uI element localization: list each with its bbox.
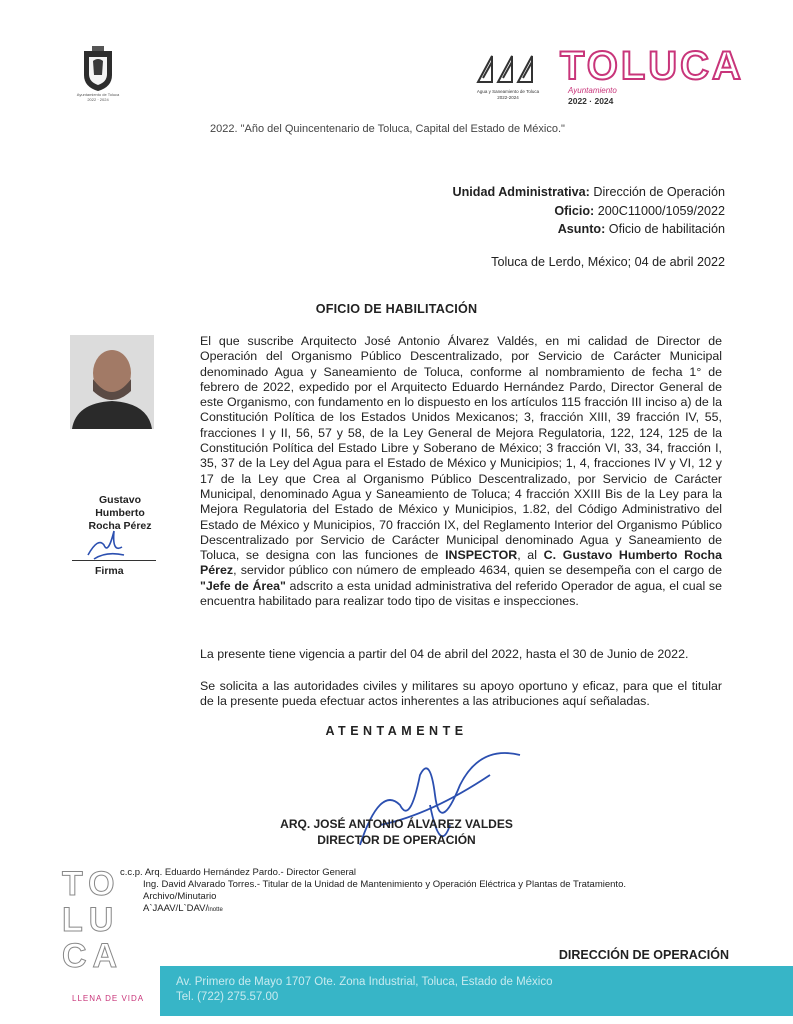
- holder-name-line-2: Humberto: [95, 507, 145, 519]
- unidad-value: Dirección de Operación: [593, 185, 725, 199]
- footer-department: DIRECCIÓN DE OPERACIÓN: [558, 948, 729, 962]
- ccp-line-1: c.c.p. Arq. Eduardo Hernández Pardo.- Director General: [120, 867, 357, 878]
- seal-caption: [66, 92, 130, 102]
- aas-caption: [460, 89, 556, 100]
- signer-name: ARQ. JOSÉ ANTONIO ÁLVAREZ VALDES: [280, 817, 513, 831]
- toluca-big-logo: [62, 866, 182, 986]
- ayuntamiento-years: 2022 · 2024: [568, 96, 614, 106]
- big-logo-line-1: TO: [62, 865, 121, 903]
- agua-saneamiento-logo: [472, 48, 544, 88]
- toluca-wordmark: TOLUCA: [560, 44, 744, 88]
- year-motto: 2022. "Año del Quincentenario de Toluca, Capital del Estado de México.": [210, 123, 565, 135]
- aas-caption-line-2: 2022-2024: [497, 94, 519, 100]
- atentamente-label: ATENTAMENTE: [325, 724, 468, 738]
- signature-line: [72, 560, 156, 561]
- holder-signature: [84, 525, 128, 565]
- footer-address: Av. Primero de Mayo 1707 Ote. Zona Industrial, Toluca, Estado de México: [176, 976, 553, 988]
- tagline: LLENA DE VIDA: [72, 994, 145, 1003]
- body-paragraph-3: Se solicita a las autoridades civiles y militares su apoyo oportuno y eficaz, para que el titular de la presente pueda efectuar actos inherentes a las atribuciones aquí señaladas.: [200, 679, 722, 709]
- big-logo-line-2: LU: [62, 901, 120, 939]
- ccp-line-2: Ing. David Alvarado Torres.- Titular de la Unidad de Mantenimiento y Operación Eléctrica y Plantas de Tratamiento.: [143, 879, 626, 890]
- oficio-line: [554, 204, 725, 218]
- municipal-seal-logo: [78, 45, 118, 93]
- big-logo-line-3: CA: [62, 937, 124, 975]
- aas-caption-line-1: Agua y Saneamiento de Toluca: [476, 89, 540, 94]
- body-paragraph-2: La presente tiene vigencia a partir del 04 de abril del 2022, hasta el 30 de Junio de 2022.: [200, 647, 689, 661]
- director-signature: [340, 745, 530, 865]
- unidad-administrativa-line: [453, 185, 726, 199]
- body-role: INSPECTOR: [445, 548, 518, 563]
- signer-title: DIRECTOR DE OPERACIÓN: [317, 833, 476, 847]
- unidad-label: Unidad Administrativa:: [452, 185, 590, 199]
- asunto-value: Oficio de habilitación: [608, 222, 725, 236]
- seal-caption-line-1: Ayuntamiento de Toluca: [76, 92, 120, 97]
- holder-photo: [70, 335, 154, 429]
- footer-phone: Tel. (722) 275.57.00: [176, 991, 279, 1003]
- oficio-label: Oficio:: [554, 204, 595, 218]
- firma-label: Firma: [95, 565, 124, 577]
- asunto-label: Asunto:: [557, 222, 606, 236]
- document-title: OFICIO DE HABILITACIÓN: [315, 302, 478, 316]
- ccp-line-3: Archivo/Minutario: [143, 891, 217, 902]
- ccp-initials-small: lnotte: [208, 907, 223, 913]
- body-person-name: C. Gustavo Humberto Rocha Pérez: [200, 548, 722, 578]
- oficio-value: 200C11000/1059/2022: [597, 204, 725, 218]
- body-paragraph-1: [200, 334, 722, 609]
- seal-caption-line-2: 2022 · 2024: [87, 97, 109, 102]
- body-p1-employee: , servidor público con número de empleado 4634, quien se desempeña con el cargo de: [233, 563, 722, 578]
- ayuntamiento-label: Ayuntamiento: [568, 86, 617, 95]
- body-p1-intro: El que suscribe Arquitecto José Antonio Álvarez Valdés, en mi calidad de Director de Operación del Organismo Público Descentralizado, por Servicio de Carácter Municipal denominado Agua y Saneamiento de Toluca, conforme al nombramiento de fecha 1° de febrero de 2022, expedido por el Arquitecto Eduardo Hernández Pardo, Director General de este Organismo, con fundamento en lo dispuesto en los artículos 115 fracción III inciso a) de la Constitución Política de los Estados Unidos Mexicanos; 3, fracción XIII, 39 fracción IV, 55, fracciones I y II, 56, 57 y 58, de la Ley General de Mejora Regulatoria, 122, 124, 125 de la Constitución Política del Estado Libre y Soberano de México; 3 fracción VI, 33, 34, fracción I, 35, 37 de la Ley del Agua para el Estado de México y Municipios; 1, 4, fracciones IV y VI, 12 y 17 de la Ley que Crea al Organismo Público Descentralizado, por Servicio de Carácter Municipal, denominado Agua y Saneamiento de Toluca; 4 fracción XXIII Bis de la Ley para la Mejora Regulatoria del Estado de México y Municipios, 1.82, del Código Administrativo del Estado de México y Municipios, 70 fracción IX, del Reglamento Interior del Organismo Público Descentralizado por Servicio de Carácter Municipal denominado Agua y Saneamiento de Toluca, se designa con las funciones de: [200, 334, 722, 563]
- body-post: "Jefe de Área": [200, 578, 286, 593]
- holder-name-line-3: Rocha Pérez: [88, 520, 152, 532]
- body-p1-closing: adscrito a esta unidad administrativa del referido Operador de agua, el cual se encuentra habilitado para realizar todo tipo de visitas e inspecciones.: [200, 578, 722, 609]
- ccp-initials: A`JAAV/L`DAV/: [143, 903, 209, 914]
- asunto-line: [558, 222, 725, 236]
- holder-name-line-1: Gustavo: [98, 494, 141, 506]
- place-date: Toluca de Lerdo, México; 04 de abril 2022: [491, 255, 725, 269]
- body-p1-connector: , al: [517, 548, 544, 563]
